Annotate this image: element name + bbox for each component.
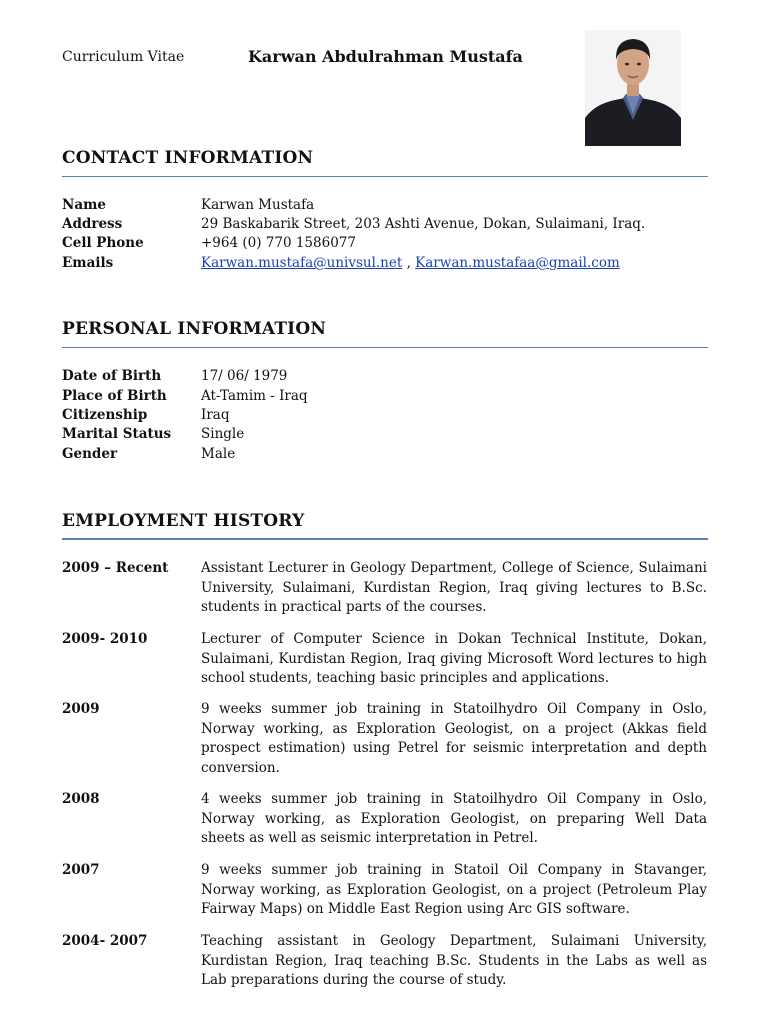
employment-date: 2007: [62, 862, 100, 878]
email-link-gmail[interactable]: Karwan.mustafaa@gmail.com: [415, 255, 620, 271]
applicant-full-name: Karwan Abdulrahman Mustafa: [248, 47, 523, 66]
personal-section-title: PERSONAL INFORMATION: [62, 319, 327, 339]
personal-value: Iraq: [201, 407, 230, 423]
employment-date: 2009: [62, 701, 100, 717]
contact-name-value: Karwan Mustafa: [201, 197, 315, 213]
personal-label: Marital Status: [62, 426, 172, 442]
personal-label: Citizenship: [62, 407, 148, 423]
employment-description: 9 weeks summer job training in Statoilhydro Oil Company in Oslo, Norway working, as Exploration Geologist, on a project (Akkas field prospect estimation) using Petrel for seismic interpretation and depth conversion.: [201, 701, 707, 776]
employment-description: 4 weeks summer job training in Statoilhydro Oil Company in Oslo, Norway working, as Exploration Geologist, on preparing Well Data sheets as well as seismic interpretation in Petrel.: [201, 791, 707, 847]
employment-description: Lecturer of Computer Science in Dokan Technical Institute, Dokan, Sulaimani, Kurdistan Region, Iraq giving Microsoft Word lectures to high school students, teaching basic principles and applications.: [201, 631, 707, 687]
personal-value: At-Tamim - Iraq: [201, 388, 308, 404]
contact-divider: [62, 176, 708, 177]
contact-phone-label: Cell Phone: [62, 235, 144, 251]
contact-address-label: Address: [62, 216, 123, 232]
employment-section-title: EMPLOYMENT HISTORY: [62, 511, 305, 531]
profile-photo: [585, 30, 681, 146]
personal-value: 17/ 06/ 1979: [201, 368, 288, 384]
contact-address-value: 29 Baskabarik Street, 203 Ashti Avenue, Dokan, Sulaimani, Iraq.: [201, 216, 646, 232]
personal-value: Single: [201, 426, 245, 442]
contact-phone-value: +964 (0) 770 1586077: [201, 235, 356, 251]
personal-value: Male: [201, 446, 236, 462]
email-separator: ,: [402, 255, 416, 271]
personal-label: Date of Birth: [62, 368, 162, 384]
employment-date: 2004- 2007: [62, 933, 148, 949]
employment-divider: [62, 538, 708, 540]
contact-name-label: Name: [62, 197, 106, 213]
employment-date: 2009 – Recent: [62, 560, 169, 576]
contact-emails-value: [201, 255, 620, 271]
employment-description: 9 weeks summer job training in Statoil Oil Company in Stavanger, Norway working, as Exploration Geologist, on a project (Petroleum Play Fairway Maps) on Middle East Region using Arc GIS software.: [201, 862, 707, 918]
email-link-university[interactable]: Karwan.mustafa@univsul.net: [201, 255, 403, 271]
employment-date: 2009- 2010: [62, 631, 148, 647]
contact-section-title: CONTACT INFORMATION: [62, 148, 314, 168]
personal-label: Place of Birth: [62, 388, 167, 404]
contact-emails-label: Emails: [62, 255, 114, 271]
document-label: Curriculum Vitae: [62, 49, 185, 65]
employment-date: 2008: [62, 791, 100, 807]
employment-description: Assistant Lecturer in Geology Department, College of Science, Sulaimani University, Sulaimani, Kurdistan Region, Iraq giving lectures to B.Sc. students in practical parts of the courses.: [201, 560, 707, 616]
personal-label: Gender: [62, 446, 118, 462]
employment-description: Teaching assistant in Geology Department, Sulaimani University, Kurdistan Region, Iraq teaching B.Sc. Students in the Labs as well as Lab preparations during the course of study.: [201, 933, 707, 989]
portrait-image: [585, 30, 681, 146]
personal-divider: [62, 347, 708, 348]
